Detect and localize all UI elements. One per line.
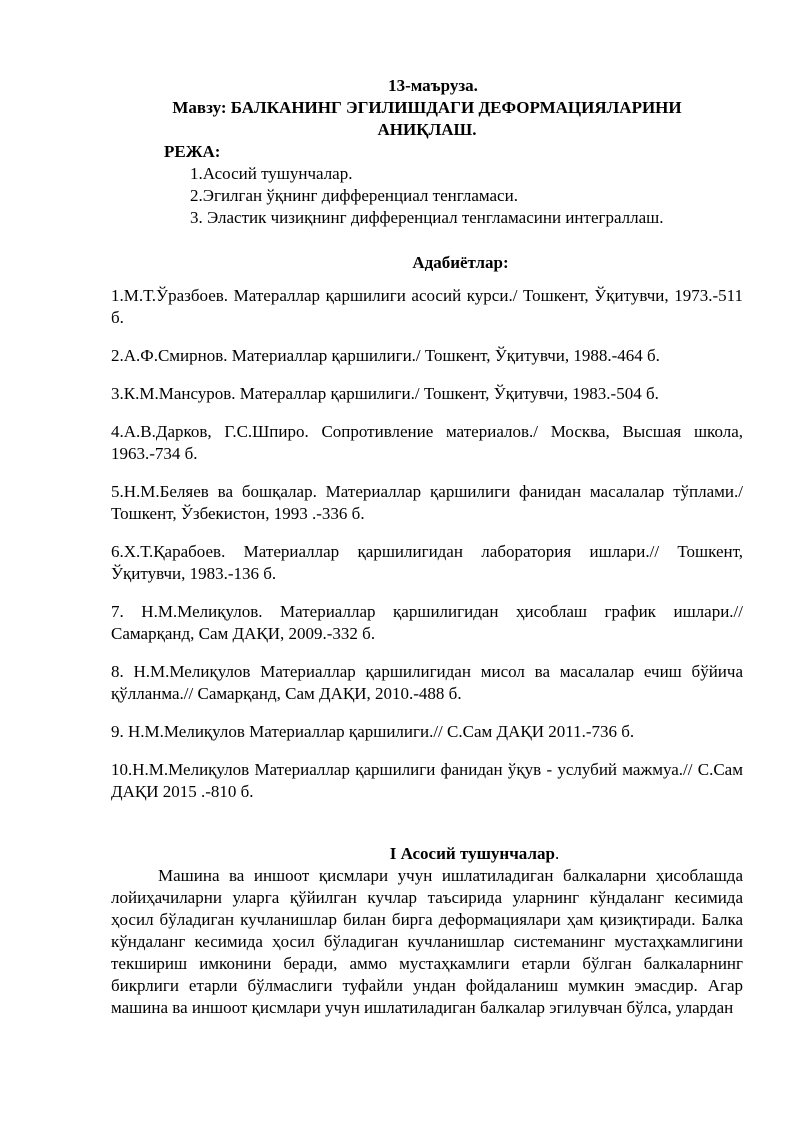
section-heading-suffix: .: [554, 844, 560, 863]
section-paragraph: Машина ва иншоот қисмлари учун ишлатиладиган балкаларни ҳисоблашда лойиҳачиларни уларга қўйилган кучлар таъсирида уларнинг кўндаланг кесимида ҳосил бўладиган кучланишлар билан бирга деформациялари ҳам қизиқтиради. Балка кўндаланг кесимида ҳосил бўладиган кучланишлар системанинг мустаҳкамлигини текшириш имконини беради, аммо мустаҳкамлиги етарли бўлган балкаларнинг бикрлиги етарли бўлмаслиги туфайли ундан фойдаланиш мумкин эмасдир. Агар машина ва иншоот қисмлари учун ишлатиладиган балкалар эгилувчан бўлса, улардан: [111, 866, 743, 1017]
reference-item: 8. Н.М.Мелиқулов Материаллар қаршилигидан мисол ва масалалар ечиш бўйича қўлланма.// Самарқанд, Сам ДАҚИ, 2010.-488 б.: [111, 662, 743, 703]
reference-item: 3.К.М.Мансуров. Матераллар қаршилиги./ Тошкент, Ўқитувчи, 1983.-504 б.: [111, 384, 659, 403]
reference-item: 6.Х.Т.Қарабоев. Материаллар қаршилигидан лаборатория ишлари.// Тошкент, Ўқитувчи, 1983.-136 б.: [111, 542, 743, 583]
reference-item: 5.Н.М.Беляев ва бошқалар. Материаллар қаршилиги фанидан масалалар тўплами./ Тошкент, Ўзбекистон, 1993 .-336 б.: [111, 482, 743, 523]
references-list: [111, 285, 743, 803]
reference-item: 10.Н.М.Мелиқулов Материаллар қаршилиги фанидан ўқув - услубий мажмуа.// С.Сам ДАҚИ 2015 .-810 б.: [111, 760, 743, 801]
plan-heading: РЕЖА:: [164, 142, 221, 161]
reference-item: 2.А.Ф.Смирнов. Материаллар қаршилиги./ Тошкент, Ўқитувчи, 1988.-464 б.: [111, 346, 660, 365]
reference-item: 7. Н.М.Мелиқулов. Материаллар қаршилигидан ҳисоблаш график ишлари.// Самарқанд, Сам ДАҚИ, 2009.-332 б.: [111, 602, 743, 643]
lecture-number: 13-маъруза.: [388, 76, 478, 95]
plan-item: 2.Эгилган ўқнинг дифференциал тенгламаси.: [190, 186, 518, 205]
reference-item: 1.М.Т.Ўразбоев. Матераллар қаршилиги асосий курси./ Тошкент, Ўқитувчи, 1973.-511 б.: [111, 286, 743, 327]
references-heading: Адабиётлар:: [412, 253, 509, 272]
reference-item: 4.А.В.Дарков, Г.С.Шпиро. Сопротивление материалов./ Москва, Высшая школа, 1963.-734 б.: [111, 422, 743, 463]
document-page: [111, 66, 743, 1019]
plan-item: 1.Асосий тушунчалар.: [190, 164, 353, 183]
plan-list: [111, 163, 743, 229]
section-heading-text: I Асосий тушунчалар: [389, 844, 555, 863]
section-heading: [111, 843, 743, 865]
plan-item: 3. Эластик чизиқнинг дифференциал тенгламасини интеграллаш.: [190, 208, 664, 227]
lecture-title-line2: АНИҚЛАШ.: [377, 120, 477, 139]
reference-item: 9. Н.М.Мелиқулов Материаллар қаршилиги.// С.Сам ДАҚИ 2011.-736 б.: [111, 722, 635, 741]
lecture-title-line1: Мавзу: БАЛКАНИНГ ЭГИЛИШДАГИ ДЕФОРМАЦИЯЛАРИНИ: [172, 98, 682, 117]
